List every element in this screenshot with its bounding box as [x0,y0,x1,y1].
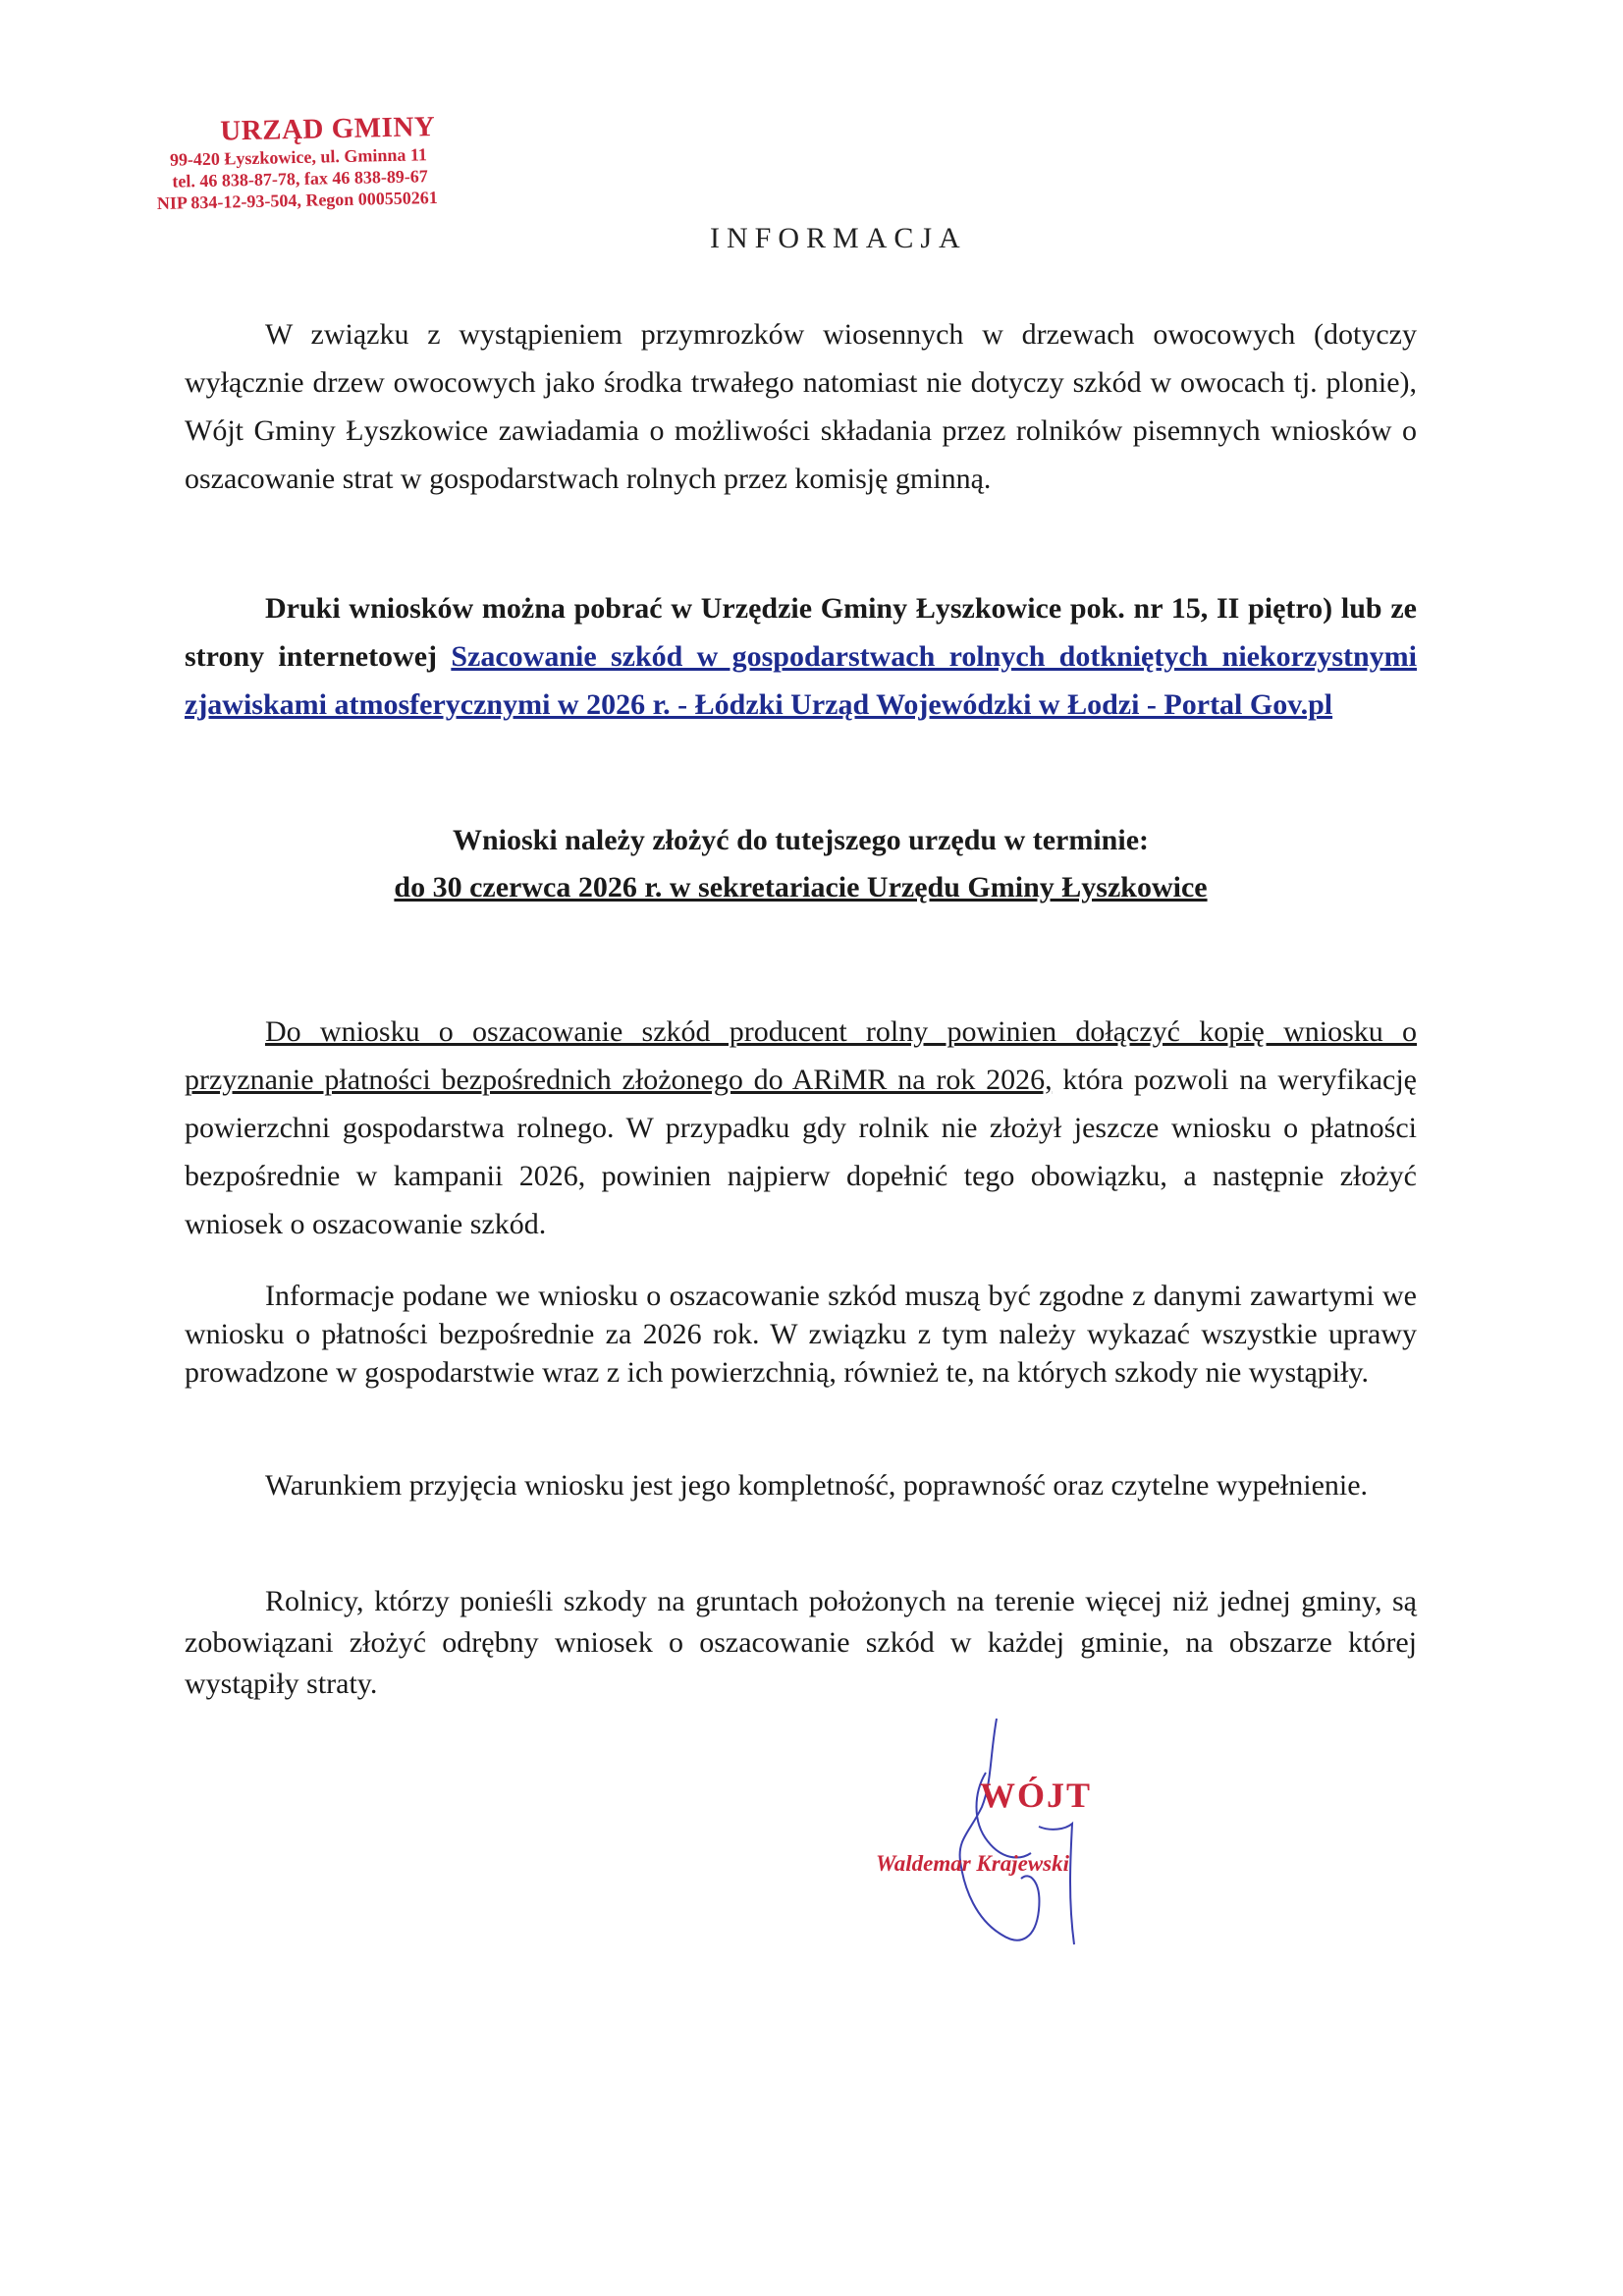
gov-portal-link[interactable]: Szacowanie szkód w gospodarstwach rolnych dotkniętych niekorzystnymi zjawiskami atmosferycznymi w 2026 r. - Łódzki Urząd Wojewódzki w Łodzi - Portal Gov.pl [185,640,1417,721]
deadline-line-2: do 30 czerwca 2026 r. w sekretariacie Urzędu Gminy Łyszkowice [394,871,1208,903]
deadline-block [185,817,1417,911]
paragraph-attachment [185,1008,1417,1248]
paragraph-completeness: Warunkiem przyjęcia wniosku jest jego kompletność, poprawność oraz czytelne wypełnienie. [265,1469,1369,1502]
signature-title: WÓJT [980,1776,1093,1815]
stamp-contact: tel. 46 838-87-78, fax 46 838-89-67 [172,166,429,191]
stamp-address: 99-420 Łyszkowice, ul. Gminna 11 [169,144,428,170]
document-heading: INFORMACJA [710,222,967,254]
signature-stamp [864,1714,1159,1959]
stamp-ids: NIP 834-12-93-504, Regon 000550261 [156,187,439,213]
paragraph-forms-download [185,584,1417,729]
paragraph-multiple-gminas: Rolnicy, którzy ponieśli szkody na gruntach położonych na terenie więcej niż jednej gminy, są zobowiązani złożyć odrębny wniosek o oszacowanie szkód w każdej gminie, na obszarze której wystąpiły straty. [185,1585,1417,1700]
signature-name: Waldemar Krajewski [876,1851,1070,1876]
attachment-rest-text: która pozwoli na weryfikację powierzchni gospodarstwa rolnego. W przypadku gdy rolnik nie złożył jeszcze wniosku o płatności bezpośrednie w kampanii 2026, powinien najpierw dopełnić tego obowiązku, a następnie złożyć wniosek o oszacowanie szkód. [185,1064,1417,1240]
attachment-underlined-text: Do wniosku o oszacowanie szkód producent rolny powinien dołączyć kopię wniosku o przyznanie płatności bezpośrednich złożonego do ARiMR na rok 2026, [185,1015,1417,1096]
office-stamp [155,108,530,214]
handwritten-signature [960,1719,1074,1944]
paragraph-frost-notice: W związku z wystąpieniem przymrozków wiosennych w drzewach owocowych (dotyczy wyłącznie drzew owocowych jako środka trwałego natomiast nie dotyczy szkód w owocach tj. plonie), Wójt Gminy Łyszkowice zawiadamia o możliwości składania przez rolników pisemnych wniosków o oszacowanie strat w gospodarstwach rolnych przez komisję gminną. [185,318,1417,495]
stamp-office-name: URZĄD GMINY [220,111,436,147]
deadline-line-1: Wnioski należy złożyć do tutejszego urzędu w terminie: [452,824,1150,856]
paragraph-consistency: Informacje podane we wniosku o oszacowanie szkód muszą być zgodne z danymi zawartymi we wniosku o płatności bezpośrednie za 2026 rok. W związku z tym należy wykazać wszystkie uprawy prowadzone w gospodarstwie wraz z ich powierzchnią, również te, na których szkody nie wystąpiły. [185,1280,1417,1389]
forms-download-text: Druki wniosków można pobrać w Urzędzie Gminy Łyszkowice pok. nr 15, II piętro) lub ze strony internetowej [185,592,1417,673]
